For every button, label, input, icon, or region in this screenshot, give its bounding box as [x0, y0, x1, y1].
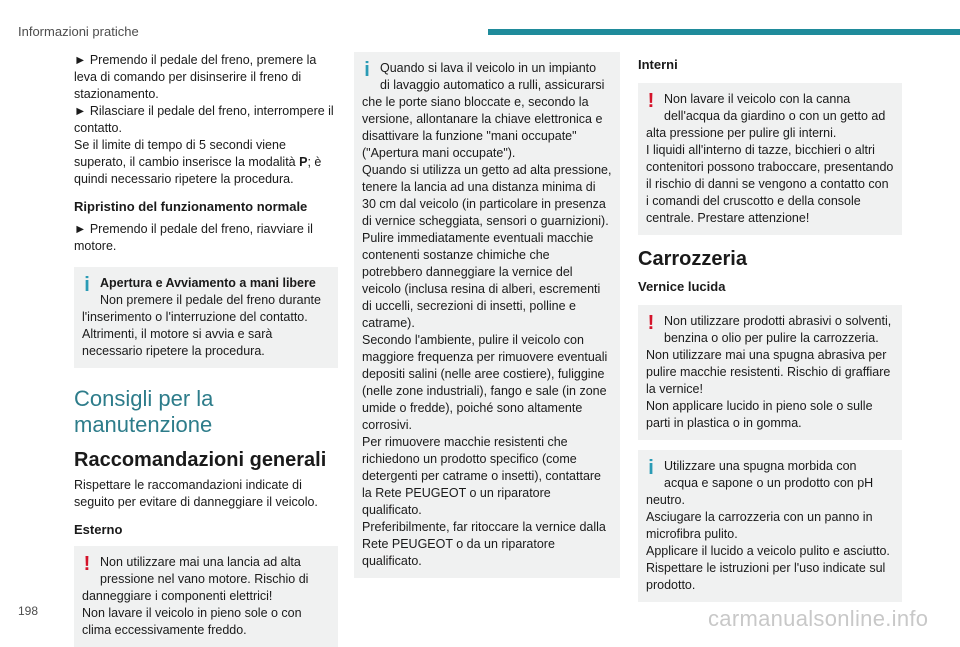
box-text: I liquidi all'interno di tazze, bicchieri o altri contenitori possono traboccare, presentando il rischio di danni se vengono a contatto con i comandi del cruscotto e della console centrale. Prestare attenzione! — [646, 143, 894, 225]
column-2 — [354, 52, 620, 578]
box-text: acqua e sapone o un prodotto con pH — [664, 476, 874, 490]
paragraph: ► Rilasciare il pedale del freno, interrompere il contatto. — [74, 104, 334, 135]
header-accent-bar — [488, 29, 960, 35]
box-text: danneggiare i componenti elettrici! — [82, 589, 273, 603]
header-title: Informazioni pratiche — [18, 24, 139, 39]
subheading-exterior: Esterno — [74, 522, 123, 537]
box-text: Non premere il pedale del freno durante — [100, 293, 321, 307]
paragraph: ► Premendo il pedale del freno, premere la leva di comando per disinserire il freno di stazionamento. — [74, 53, 317, 101]
box-text: che le porte siano bloccate e, secondo la versione, allontanare la chiave elettronica e disattivare la funzione "mani occupate" ("Apertura mani occupate"). — [362, 95, 603, 160]
paragraph: ► Premendo il pedale del freno, riavviare il motore. — [74, 222, 313, 253]
box-text: neutro. — [646, 493, 685, 507]
box-text: Non utilizzare prodotti abrasivi o solventi, — [664, 314, 892, 328]
box-text: Applicare il lucido a veicolo pulito e asciutto. — [646, 544, 890, 558]
box-title: Apertura e Avviamento a mani libere — [100, 276, 316, 290]
warning-icon: ! — [647, 312, 655, 334]
box-text: Non lavare il veicolo in pieno sole o con clima eccessivamente freddo. — [82, 606, 302, 637]
box-text: Quando si utilizza un getto ad alta pressione, tenere la lancia ad una distanza minima di 30 cm dal veicolo (in particolare in presenza di vernice scheggiata, sensori o guarnizioni). — [362, 163, 612, 228]
box-text: Secondo l'ambiente, pulire il veicolo con maggiore frequenza per rimuovere eventuali depositi salini (nelle aree costiere), fuliggine (nelle zone industriali), fango e sale (in zone umide o fredde), poiché sono altamente corrosivi. — [362, 333, 608, 432]
box-text: benzina o olio per pulire la carrozzeria. — [664, 331, 879, 345]
text-segment: ; è quindi necessario ripetere la procedura. — [74, 155, 322, 186]
section-title-body: Carrozzeria — [638, 248, 747, 270]
box-text: di lavaggio automatico a rulli, assicurarsi — [380, 78, 605, 92]
subheading-paint: Vernice lucida — [638, 279, 726, 294]
subheading-restore: Ripristino del funzionamento normale — [74, 199, 308, 214]
section-title-maintenance: Consigli per la manutenzione — [74, 386, 214, 437]
page-number: 198 — [18, 604, 39, 618]
box-text: Pulire immediatamente eventuali macchie contenenti sostanze chimiche che potrebbero danneggiare la vernice del veicolo (inclusa resina di alberi, escrementi di uccelli, secrezioni di insetti, polline e catrame). — [362, 231, 601, 330]
info-icon: i — [84, 274, 90, 296]
box-text: dell'acqua da giardino o con un getto ad — [664, 109, 886, 123]
info-icon: i — [364, 59, 370, 81]
box-text: pressione nel vano motore. Rischio di — [100, 572, 309, 586]
box-text: Non utilizzare mai una spugna abrasiva per pulire macchie resistenti. Rischio di graffiare la vernice! — [646, 348, 891, 396]
info-box-paint-care — [638, 450, 902, 602]
box-text: Asciugare la carrozzeria con un panno in microfibra pulito. — [646, 510, 873, 541]
info-box-keyless — [74, 267, 338, 368]
box-text: Preferibilmente, far ritoccare la vernice dalla Rete PEUGEOT o da un riparatore qualificato. — [362, 520, 606, 568]
gear-mode-label: P — [299, 155, 308, 169]
box-text: alta pressione per pulire gli interni. — [646, 126, 837, 140]
warning-box-paint — [638, 305, 902, 440]
column-3 — [638, 56, 902, 602]
info-box-washing — [354, 52, 620, 578]
subsection-title-general: Raccomandazioni generali — [74, 449, 327, 471]
box-text: Non utilizzare mai una lancia ad alta — [100, 555, 301, 569]
watermark: carmanualsonline.info — [708, 606, 929, 631]
box-text: Utilizzare una spugna morbida con — [664, 459, 857, 473]
warning-icon: ! — [83, 553, 91, 575]
column-1 — [74, 52, 338, 647]
box-text: Non applicare lucido in pieno sole o sulle parti in plastica o in gomma. — [646, 399, 873, 430]
info-icon: i — [648, 457, 654, 479]
box-text: Non lavare il veicolo con la canna — [664, 92, 851, 106]
warning-box-exterior — [74, 546, 338, 647]
box-text: Quando si lava il veicolo in un impianto — [380, 61, 597, 75]
subheading-interior: Interni — [638, 57, 678, 72]
paragraph — [74, 137, 338, 188]
box-text: Per rimuovere macchie resistenti che richiedono un prodotto specifico (come detergenti per catrame o insetti), contattare la Rete PEUGEOT o un riparatore qualificato. — [362, 435, 602, 517]
text-segment: Se il limite di tempo di 5 secondi viene superato, il cambio inserisce la modalità — [74, 138, 296, 169]
warning-box-interior — [638, 83, 902, 235]
paragraph: Rispettare le raccomandazioni indicate di seguito per evitare di danneggiare il veicolo. — [74, 478, 318, 509]
box-text: Rispettare le istruzioni per l'uso indicate sul prodotto. — [646, 561, 886, 592]
box-text: l'inserimento o l'interruzione del contatto. Altrimenti, il motore si avvia e sarà necessario ripetere la procedura. — [82, 310, 308, 358]
warning-icon: ! — [647, 90, 655, 112]
